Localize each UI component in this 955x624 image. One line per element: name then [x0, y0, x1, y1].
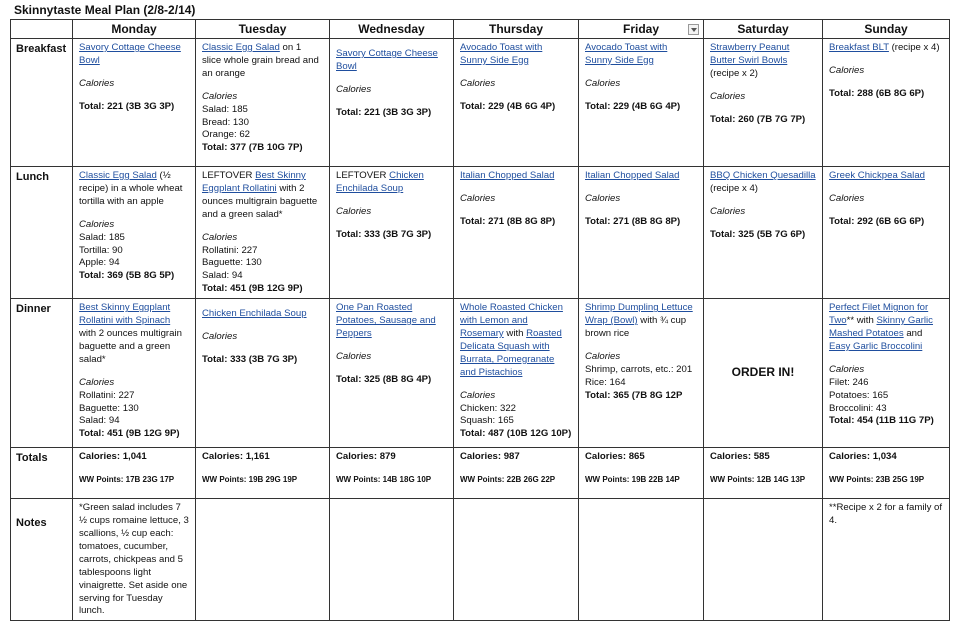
meal-description: (recipe x 4)	[710, 182, 758, 194]
header-friday[interactable]	[579, 20, 704, 39]
recipe-link[interactable]: Greek Chickpea Salad	[829, 170, 925, 181]
notes-thursday[interactable]	[454, 499, 579, 621]
totals-thursday[interactable]	[454, 448, 579, 499]
meal-description: with ¾ cup brown rice	[585, 315, 687, 339]
lunch-wednesday[interactable]	[330, 167, 454, 299]
recipe-link[interactable]: Best Skinny Eggplant Rollatini	[202, 170, 306, 194]
header-saturday[interactable]: Saturday	[704, 20, 823, 39]
breakfast-saturday[interactable]	[704, 39, 823, 167]
dinner-tuesday[interactable]	[196, 299, 330, 448]
header-tuesday[interactable]: Tuesday	[196, 20, 330, 39]
daily-calories: Calories: 865	[585, 451, 645, 463]
calorie-line: Baguette: 130	[202, 257, 262, 269]
meal-total: Total: 325 (5B 7G 6P)	[710, 228, 806, 240]
meal-connector: ** with	[846, 315, 877, 327]
meal-total: Total: 325 (8B 8G 4P)	[336, 373, 432, 385]
recipe-link[interactable]: BBQ Chicken Quesadilla	[710, 170, 816, 181]
calorie-line: Salad: 185	[79, 231, 125, 243]
dinner-wednesday[interactable]	[330, 299, 454, 448]
meal-total: Total: 271 (8B 8G 8P)	[585, 215, 681, 227]
notes-sunday[interactable]: **Recipe x 2 for a family of 4.	[823, 499, 950, 621]
header-monday[interactable]: Monday	[73, 20, 196, 39]
calories-label: Calories	[829, 363, 865, 375]
calories-label: Calories	[79, 218, 115, 230]
row-label-totals: Totals	[11, 448, 73, 499]
recipe-link[interactable]: Perfect Filet Mignon for Two	[829, 302, 929, 327]
calorie-line: Rice: 164	[585, 376, 626, 388]
meal-total: Total: 221 (3B 3G 3P)	[336, 106, 432, 118]
lunch-sunday[interactable]	[823, 167, 950, 299]
meal-total: Total: 333 (3B 7G 3P)	[202, 353, 298, 365]
ww-points: WW Points: 14B 18G 10P	[336, 475, 432, 485]
calories-label: Calories	[336, 350, 372, 362]
meal-total: Total: 487 (10B 12G 10P)	[460, 428, 572, 440]
row-label-notes: Notes	[11, 499, 73, 621]
calories-label: Calories	[336, 83, 372, 95]
dinner-saturday[interactable]	[704, 299, 823, 448]
calorie-line: Salad: 94	[79, 415, 120, 427]
calories-label: Calories	[460, 192, 496, 204]
calorie-line: Broccolini: 43	[829, 402, 887, 414]
notes-wednesday[interactable]	[330, 499, 454, 621]
meal-total: Total: 333 (3B 7G 3P)	[336, 228, 432, 240]
leftover-prefix: LEFTOVER	[336, 170, 390, 181]
header-wednesday[interactable]: Wednesday	[330, 20, 454, 39]
row-label-breakfast: Breakfast	[11, 39, 73, 167]
lunch-monday[interactable]	[73, 167, 196, 299]
recipe-link[interactable]: Avocado Toast with Sunny Side Egg	[585, 42, 668, 66]
calorie-line: Rollatini: 227	[79, 389, 135, 401]
meal-total: Total: 451 (9B 12G 9P)	[79, 428, 180, 440]
calories-label: Calories	[710, 205, 746, 217]
calories-label: Calories	[202, 231, 238, 243]
daily-calories: Calories: 987	[460, 451, 520, 463]
breakfast-friday[interactable]	[579, 39, 704, 167]
calories-label: Calories	[460, 77, 496, 89]
meal-total: Total: 271 (8B 8G 8P)	[460, 215, 556, 227]
notes-monday[interactable]: *Green salad includes 7 ½ cups romaine lettuce, 3 scallions, ½ cup each: tomatoes, cucumber, carrots, chickpeas and 5 tablespoons light vinaigrette. Set aside one serving for Tuesday lunch.	[73, 499, 196, 621]
recipe-link[interactable]: Breakfast BLT	[829, 42, 889, 53]
breakfast-monday[interactable]	[73, 39, 196, 167]
meal-total: Total: 454 (11B 11G 7P)	[829, 415, 934, 427]
calories-label: Calories	[585, 77, 621, 89]
breakfast-sunday[interactable]	[823, 39, 950, 167]
recipe-link-3[interactable]: Easy Garlic Broccolini	[829, 340, 923, 352]
calories-label: Calories	[710, 90, 746, 102]
meal-total: Total: 365 (7B 8G 12P	[585, 389, 683, 401]
calories-label: Calories	[585, 192, 621, 204]
daily-calories: Calories: 879	[336, 451, 396, 463]
ww-points: WW Points: 19B 29G 19P	[202, 475, 298, 485]
meal-description: (recipe x 4)	[888, 42, 940, 53]
recipe-link[interactable]: One Pan Roasted Potatoes, Sausage and Peppers	[336, 302, 436, 339]
daily-calories: Calories: 1,041	[79, 451, 147, 463]
meal-description: (½ recipe) in a whole wheat tortilla with an apple	[79, 170, 183, 207]
meal-description: with 2 ounces multigrain baguette and a green salad*	[202, 182, 318, 220]
calories-label: Calories	[79, 376, 115, 388]
meal-plan-table	[10, 19, 950, 621]
meal-total: Total: 260 (7B 7G 7P)	[710, 113, 806, 125]
recipe-link[interactable]: Savory Cottage Cheese Bowl	[336, 48, 438, 72]
totals-tuesday[interactable]	[196, 448, 330, 499]
calories-label: Calories	[336, 205, 372, 217]
header-friday-label: Friday	[622, 21, 659, 36]
calories-label: Calories	[829, 192, 865, 204]
recipe-link[interactable]: Best Skinny Eggplant Rollatini with Spinach	[79, 302, 171, 327]
breakfast-tuesday[interactable]	[196, 39, 330, 167]
filter-dropdown-icon[interactable]	[688, 24, 699, 35]
daily-calories: Calories: 1,034	[829, 451, 897, 463]
calorie-line: Chicken: 322	[460, 402, 516, 414]
ww-points: WW Points: 17B 23G 17P	[79, 475, 175, 485]
header-sunday[interactable]: Sunday	[823, 20, 950, 39]
calorie-line: Filet: 246	[829, 376, 869, 388]
meal-description: (recipe x 2)	[710, 67, 758, 79]
calorie-line: Baguette: 130	[79, 402, 139, 414]
recipe-link-2[interactable]: Roasted Delicata Squash with Burrata, Pomegranate and Pistachios	[460, 327, 562, 378]
recipe-link[interactable]: Savory Cottage Cheese Bowl	[79, 42, 181, 66]
notes-saturday[interactable]	[704, 499, 823, 621]
daily-calories: Calories: 585	[710, 451, 770, 463]
calorie-line: Potatoes: 165	[829, 389, 889, 401]
lunch-thursday[interactable]	[454, 167, 579, 299]
corner-cell	[11, 20, 73, 39]
totals-saturday[interactable]	[704, 448, 823, 499]
calorie-line: Shrimp, carrots, etc.: 201	[585, 363, 693, 375]
calories-label: Calories	[829, 64, 865, 76]
recipe-link[interactable]: Shrimp Dumpling Lettuce Wrap (Bowl)	[585, 302, 693, 327]
lunch-friday[interactable]	[579, 167, 704, 299]
totals-wednesday[interactable]	[330, 448, 454, 499]
daily-calories: Calories: 1,161	[202, 451, 270, 463]
meal-total: Total: 229 (4B 6G 4P)	[585, 100, 681, 112]
meal-total: Total: 292 (6B 6G 6P)	[829, 215, 925, 227]
dinner-friday[interactable]	[579, 299, 704, 448]
notes-friday[interactable]	[579, 499, 704, 621]
dinner-sunday[interactable]	[823, 299, 950, 448]
meal-description: with 2 ounces multigrain baguette and a green salad*	[79, 327, 182, 365]
totals-friday[interactable]	[579, 448, 704, 499]
meal-connector: with	[503, 327, 527, 339]
calorie-line: Orange: 62	[202, 129, 251, 141]
ww-points: WW Points: 23B 25G 19P	[829, 475, 925, 485]
ww-points: WW Points: 19B 22B 14P	[585, 475, 680, 485]
recipe-link[interactable]: Whole Roasted Chicken with Lemon and Rosemary	[460, 302, 563, 339]
meal-total: Total: 369 (5B 8G 5P)	[79, 270, 175, 282]
calorie-line: Squash: 165	[460, 415, 514, 427]
calories-label: Calories	[460, 389, 496, 401]
lunch-saturday[interactable]	[704, 167, 823, 299]
meal-description: on 1 slice whole grain bread and an orange	[202, 42, 319, 79]
meal-total: Total: 288 (6B 8G 6P)	[829, 87, 925, 99]
calorie-line: Tortilla: 90	[79, 244, 123, 256]
recipe-link[interactable]: Classic Egg Salad	[202, 42, 280, 53]
calories-label: Calories	[585, 350, 621, 362]
meal-total: Total: 451 (9B 12G 9P)	[202, 283, 303, 295]
calories-label: Calories	[202, 331, 238, 343]
dinner-thursday[interactable]	[454, 299, 579, 448]
totals-monday[interactable]	[73, 448, 196, 499]
recipe-link[interactable]: Italian Chopped Salad	[585, 170, 680, 181]
calorie-line: Rollatini: 227	[202, 244, 258, 256]
meal-total: Total: 221 (3B 3G 3P)	[79, 100, 175, 112]
calorie-line: Salad: 185	[202, 103, 248, 115]
header-thursday[interactable]: Thursday	[454, 20, 579, 39]
ww-points: WW Points: 12B 14G 13P	[710, 475, 806, 485]
meal-total: Total: 229 (4B 6G 4P)	[460, 100, 556, 112]
ww-points: WW Points: 22B 26G 22P	[460, 475, 556, 485]
recipe-link-2[interactable]: Skinny Garlic Mashed Potatoes	[829, 315, 933, 339]
sheet-title: Skinnytaste Meal Plan (2/8-2/14)	[14, 3, 196, 17]
meal-total: Total: 377 (7B 10G 7P)	[202, 142, 303, 154]
totals-sunday[interactable]	[823, 448, 950, 499]
recipe-link[interactable]: Classic Egg Salad	[79, 170, 157, 181]
dinner-monday[interactable]	[73, 299, 196, 448]
leftover-prefix: LEFTOVER	[202, 170, 256, 181]
calorie-line: Salad: 94	[202, 270, 243, 282]
breakfast-thursday[interactable]	[454, 39, 579, 167]
recipe-link[interactable]: Strawberry Peanut Butter Swirl Bowls	[710, 42, 790, 66]
notes-tuesday[interactable]	[196, 499, 330, 621]
meal-connector-2: and	[903, 327, 923, 339]
calorie-line: Bread: 130	[202, 116, 249, 128]
row-label-dinner: Dinner	[11, 299, 73, 448]
row-label-lunch: Lunch	[11, 167, 73, 299]
calories-label: Calories	[79, 77, 115, 89]
recipe-link[interactable]: Avocado Toast with Sunny Side Egg	[460, 42, 543, 66]
calories-label: Calories	[202, 90, 238, 102]
lunch-tuesday[interactable]	[196, 167, 330, 299]
order-in-label: ORDER IN!	[731, 365, 795, 380]
recipe-link[interactable]: Italian Chopped Salad	[460, 170, 555, 181]
breakfast-wednesday[interactable]	[330, 39, 454, 167]
recipe-link[interactable]: Chicken Enchilada Soup	[336, 170, 424, 194]
calorie-line: Apple: 94	[79, 257, 120, 269]
recipe-link[interactable]: Chicken Enchilada Soup	[202, 308, 307, 320]
